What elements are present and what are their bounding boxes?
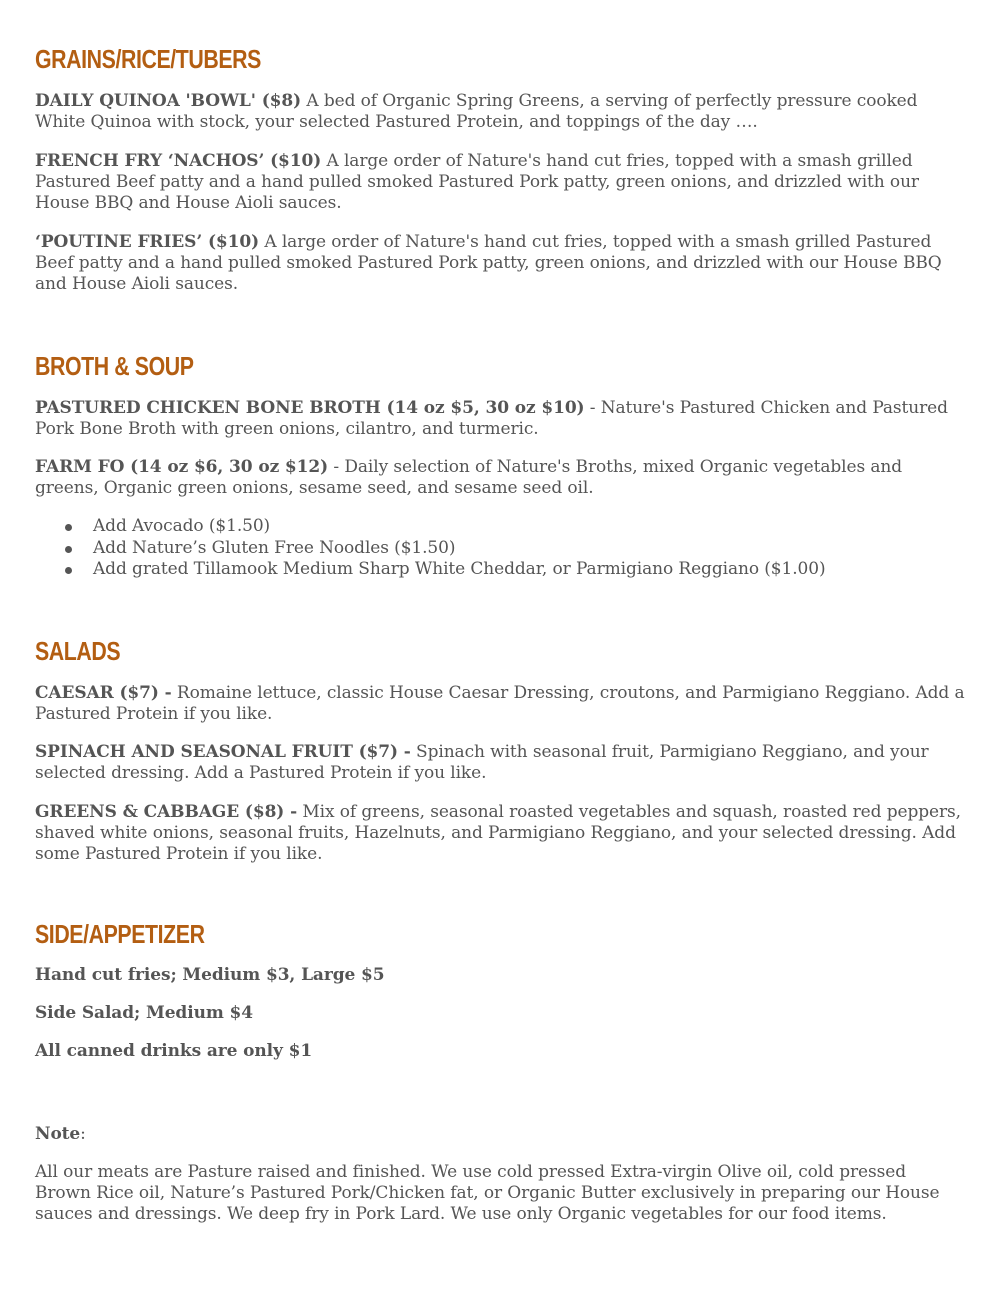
item-description: Romaine lettuce, classic House Caesar Dressing, croutons, and Parmigiano Reggiano. Add a Pastured Protein if you like. bbox=[35, 683, 965, 724]
item-description: A large order of Nature's hand cut fries, topped with a smash grilled Pastured Beef patty and a hand pulled smoked Pastured Pork patty, green onions, and drizzled with our House BBQ and House Aioli sauces. bbox=[35, 232, 942, 294]
side-item-hand-cut-fries: Hand cut fries; Medium $3, Large $5 bbox=[35, 965, 385, 985]
addon-label: Add Nature’s Gluten Free Noodles ($1.50) bbox=[93, 537, 456, 558]
side-item-canned-drinks: All canned drinks are only $1 bbox=[35, 1041, 313, 1061]
addon-label: Add Avocado ($1.50) bbox=[93, 516, 271, 536]
note-colon: : bbox=[80, 1124, 86, 1144]
item-description: A large order of Nature's hand cut fries, topped with a smash grilled Pastured Beef patty and a hand pulled smoked Pastured Pork patty, green onions, and drizzled with our House BBQ and House Aioli sauces. bbox=[35, 151, 919, 213]
menu-item-quinoa-bowl bbox=[35, 91, 965, 133]
item-description: Spinach with seasonal fruit, Parmigiano Reggiano, and your selected dressing. Add a Pastured Protein if you like. bbox=[35, 742, 929, 783]
item-name: PASTURED CHICKEN BONE BROTH (14 oz $5, 30 oz $10) bbox=[35, 398, 585, 418]
section-title-broth-soup: BROTH & SOUP bbox=[35, 351, 194, 381]
note-label: Note bbox=[35, 1124, 81, 1144]
menu-item-poutine-fries bbox=[35, 232, 965, 295]
note-text: All our meats are Pasture raised and finished. We use cold pressed Extra-virgin Olive oil, cold pressed Brown Rice oil, Nature’s Pastured Pork/Chicken fat, or Organic Butter exclusively in preparing our House sauces and dressings. We deep fry in Pork Lard. We use only Organic vegetables for our food items. bbox=[35, 1162, 940, 1224]
menu-item-farm-fo bbox=[35, 457, 965, 499]
menu-item-caesar bbox=[35, 683, 965, 725]
addon-label: Add grated Tillamook Medium Sharp White Cheddar, or Parmigiano Reggiano ($1.00) bbox=[93, 559, 826, 579]
item-description: Mix of greens, seasonal roasted vegetables and squash, roasted red peppers, shaved white onions, seasonal fruits, Hazelnuts, and Parmigiano Reggiano, and your selected dressing. Add some Pastured Protein if you like. bbox=[35, 802, 961, 864]
addon-list bbox=[35, 516, 965, 581]
list-item bbox=[35, 559, 965, 581]
item-name: SPINACH AND SEASONAL FRUIT ($7) - bbox=[35, 742, 411, 762]
item-description: A bed of Organic Spring Greens, a serving of perfectly pressure cooked White Quinoa with stock, your selected Pastured Protein, and toppings of the day …. bbox=[35, 91, 918, 132]
item-name: DAILY QUINOA 'BOWL' ($8) bbox=[35, 91, 302, 111]
bullet-icon bbox=[65, 546, 72, 553]
menu-item-spinach-fruit bbox=[35, 742, 965, 784]
menu-item-chicken-bone-broth bbox=[35, 398, 965, 440]
note-heading bbox=[35, 1124, 965, 1145]
item-name: GREENS & CABBAGE ($8) - bbox=[35, 802, 298, 822]
item-name: CAESAR ($7) - bbox=[35, 683, 172, 703]
item-name: ‘POUTINE FRIES’ ($10) bbox=[35, 232, 260, 252]
item-description: - Nature's Pastured Chicken and Pastured Pork Bone Broth with green onions, cilantro, and turmeric. bbox=[35, 398, 948, 439]
section-title-salads: SALADS bbox=[35, 636, 121, 666]
section-title-grains: GRAINS/RICE/TUBERS bbox=[35, 44, 261, 74]
list-item bbox=[35, 538, 965, 560]
list-item bbox=[35, 516, 965, 538]
bullet-icon bbox=[65, 524, 72, 531]
item-name: FRENCH FRY ‘NACHOS’ ($10) bbox=[35, 151, 322, 171]
bullet-icon bbox=[65, 567, 72, 574]
section-title-side-appetizer: SIDE/APPETIZER bbox=[35, 919, 205, 949]
side-item-side-salad: Side Salad; Medium $4 bbox=[35, 1003, 254, 1023]
menu-item-french-fry-nachos bbox=[35, 151, 965, 214]
item-name: FARM FO (14 oz $6, 30 oz $12) bbox=[35, 457, 329, 477]
item-description: - Daily selection of Nature's Broths, mixed Organic vegetables and greens, Organic green onions, sesame seed, and sesame seed oil. bbox=[35, 457, 903, 498]
menu-item-greens-cabbage bbox=[35, 802, 965, 865]
